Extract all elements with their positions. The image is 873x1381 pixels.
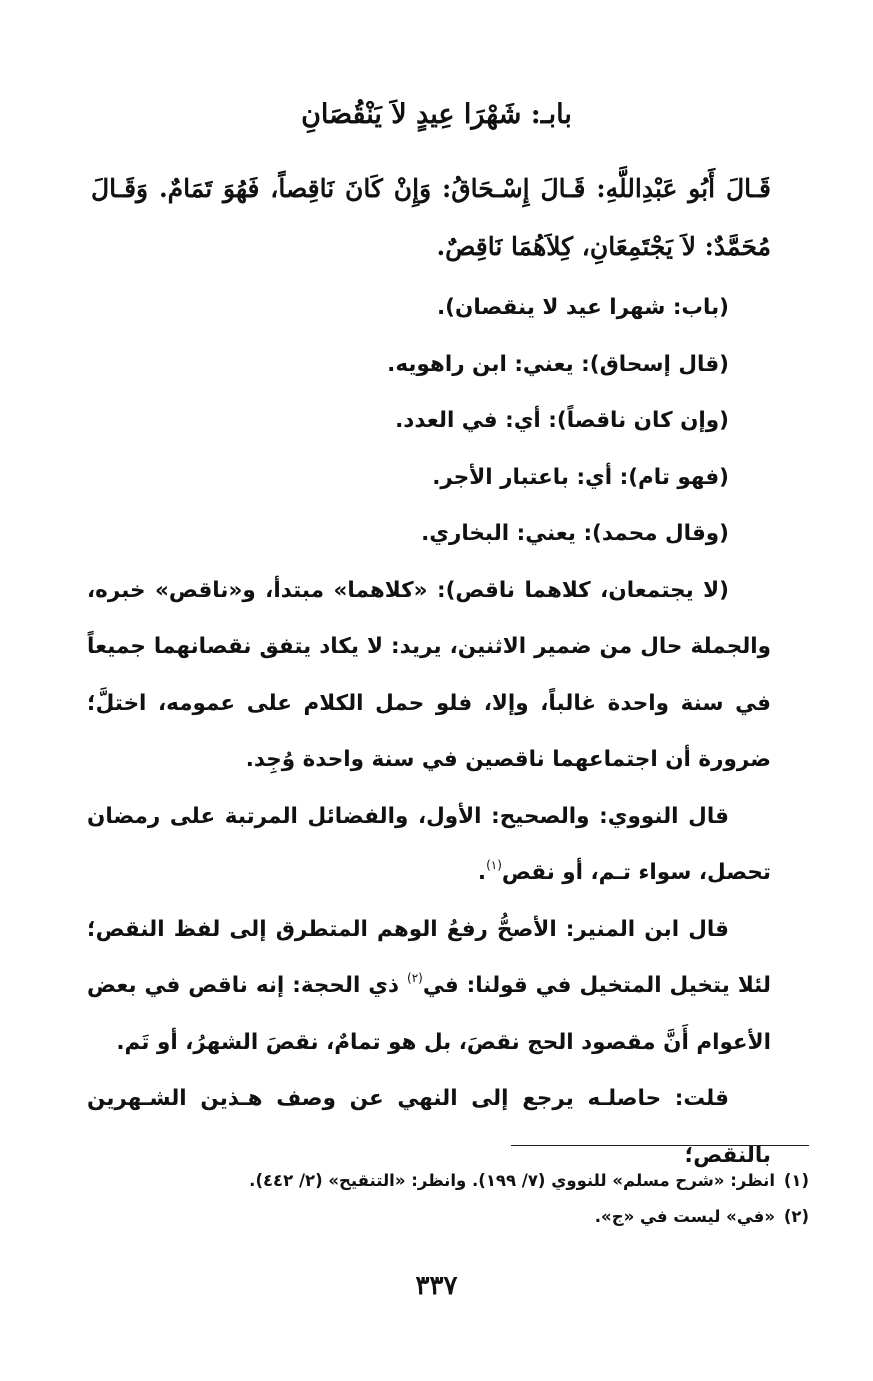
hadith-text: قَـالَ أَبُو عَبْدِاللَّهِ: قَـالَ إِسْـحَاقُ: وَإِنْ كَانَ نَاقِصاً، فَهُوَ تَمَامٌ. وَقَـالَ مُحَمَّدٌ: لاَ يَجْتَمِعَانِ، كِلاَهُمَا نَاقِصٌ. <box>91 174 771 261</box>
footnote-text: انظر: «شرح مسلم» للنووي (٧/ ١٩٩). وانظر: «التنقيح» (٢/ ٤٤٢). <box>249 1171 775 1190</box>
commentary-paragraph: (باب: شهرا عيد لا ينقصان). <box>436 295 729 320</box>
footnote <box>109 1199 809 1235</box>
footnote-number: (١) <box>783 1171 809 1190</box>
commentary-paragraph: قلت: حاصلـه يرجع إلى النهي عن وصف هـذين الشـهرين بالنقص؛ <box>87 1086 771 1168</box>
chapter-heading: بابـ: شَهْرَا عِيدٍ لاَ يَنْقُصَانِ <box>301 99 572 130</box>
commentary-text: قال النووي: والصحيح: الأول، والفضائل المرتبة على رمضان تحصل، سواء تـم، أو نقص <box>87 803 771 885</box>
footnote <box>109 1163 809 1199</box>
commentary-paragraph <box>87 902 771 1072</box>
footnotes <box>109 1163 809 1235</box>
commentary-paragraph: (لا يجتمعان، كلاهما ناقص): «كلاهما» مبتدأ، و«ناقص» خبره، والجملة حال من ضمير الاثنين، يريد: لا يكاد يتفق نقصانهما جميعاً في سنة واحدة غالباً، وإلا، فلو حمل الكلام على عمومه، اختلَّ؛ ضرورة أن اجتماعهما ناقصين في سنة واحدة وُجِد. <box>87 577 771 772</box>
commentary <box>87 280 771 1184</box>
footnote-reference: (٢) <box>407 971 423 985</box>
page-number: ٣٣٧ <box>415 1271 458 1301</box>
footnote-reference: (١) <box>486 858 502 872</box>
footnote-divider <box>511 1145 809 1146</box>
footnote-number: (٢) <box>783 1207 809 1226</box>
commentary-paragraph: (وقال محمد): يعني: البخاري. <box>421 521 729 546</box>
commentary-text: . <box>477 860 487 885</box>
commentary-paragraph: (فهو تام): أي: باعتبار الأجر. <box>432 464 729 490</box>
commentary-paragraph: (قال إسحاق): يعني: ابن راهويه. <box>387 351 729 377</box>
commentary-paragraph: (وإن كان ناقصاً): أي: في العدد. <box>395 408 729 433</box>
footnote-text: «في» ليست في «ج». <box>594 1207 775 1226</box>
commentary-paragraph <box>87 789 771 902</box>
commentary-text: قال ابن المنير: الأصحُّ رفعُ الوهم المتطرق إلى لفظ النقص؛ لئلا يتخيل المتخيل في قولنا: في <box>87 916 771 998</box>
commentary-text: ذي الحجة: إنه ناقص في بعض الأعوام أَنَّ مقصود الحج نقصَ، بل هو تمامٌ، نقصَ الشهرُ، أو تَم. <box>87 973 771 1055</box>
